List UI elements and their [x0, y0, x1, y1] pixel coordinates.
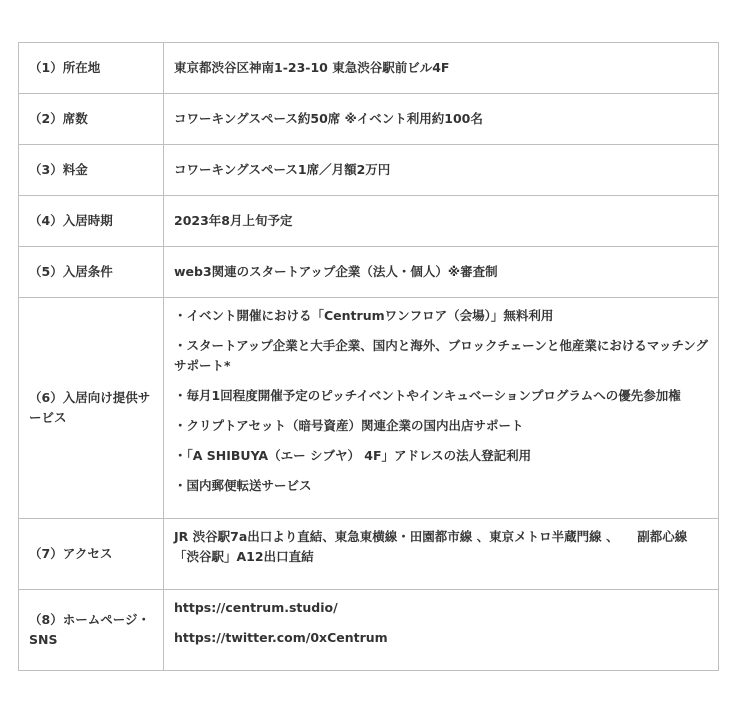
table-row [19, 519, 719, 590]
service-item: ・「A SHIBUYA（エー シブヤ） 4F」アドレスの法人登記利用 [174, 448, 532, 463]
row-value-move-in-date: 2023年8月上旬予定 [164, 196, 719, 247]
row-value-conditions: web3関連のスタートアップ企業（法人・個人）※審査制 [164, 247, 719, 298]
service-item: ・クリプトアセット（暗号資産）関連企業の国内出店サポート [174, 418, 524, 433]
services-list [174, 306, 708, 496]
row-label-move-in-date: （4）入居時期 [19, 196, 164, 247]
service-item: ・スタートアップ企業と大手企業、国内と海外、ブロックチェーンと他産業におけるマッチングサポート* [174, 338, 709, 373]
service-item: ・イベント開催における「Centrumワンフロア（会場）」無料利用 [174, 308, 554, 323]
service-item: ・国内郵便転送サービス [174, 478, 312, 493]
table-row [19, 145, 719, 196]
row-label-location: （1）所在地 [19, 43, 164, 94]
table-row [19, 247, 719, 298]
twitter-link[interactable]: https://twitter.com/0xCentrum [174, 630, 388, 645]
service-item: ・毎月1回程度開催予定のピッチイベントやインキュベーションプログラムへの優先参加権 [174, 388, 681, 403]
homepage-link[interactable]: https://centrum.studio/ [174, 600, 338, 615]
row-value-location: 東京都渋谷区神南1-23-10 東急渋谷駅前ビル4F [164, 43, 719, 94]
table-row [19, 298, 719, 519]
table-row [19, 590, 719, 671]
row-value-homepage-sns [164, 590, 719, 671]
row-label-homepage-sns: （8）ホームページ・SNS [19, 590, 164, 671]
row-value-services [164, 298, 719, 519]
row-label-conditions: （5）入居条件 [19, 247, 164, 298]
row-label-price: （3）料金 [19, 145, 164, 196]
table-row [19, 43, 719, 94]
table-row [19, 94, 719, 145]
row-label-services: （6）入居向け提供サービス [19, 298, 164, 519]
row-value-seats: コワーキングスペース約50席 ※イベント利用約100名 [164, 94, 719, 145]
row-value-access: JR 渋谷駅7a出口より直結、東急東横線・田園都市線 、東京メトロ半蔵門線 、 副都心線「渋谷駅」A12出口直結 [164, 519, 719, 590]
row-label-access: （7）アクセス [19, 519, 164, 590]
row-value-price: コワーキングスペース1席／月額2万円 [164, 145, 719, 196]
info-table [18, 42, 719, 671]
row-label-seats: （2）席数 [19, 94, 164, 145]
table-row [19, 196, 719, 247]
